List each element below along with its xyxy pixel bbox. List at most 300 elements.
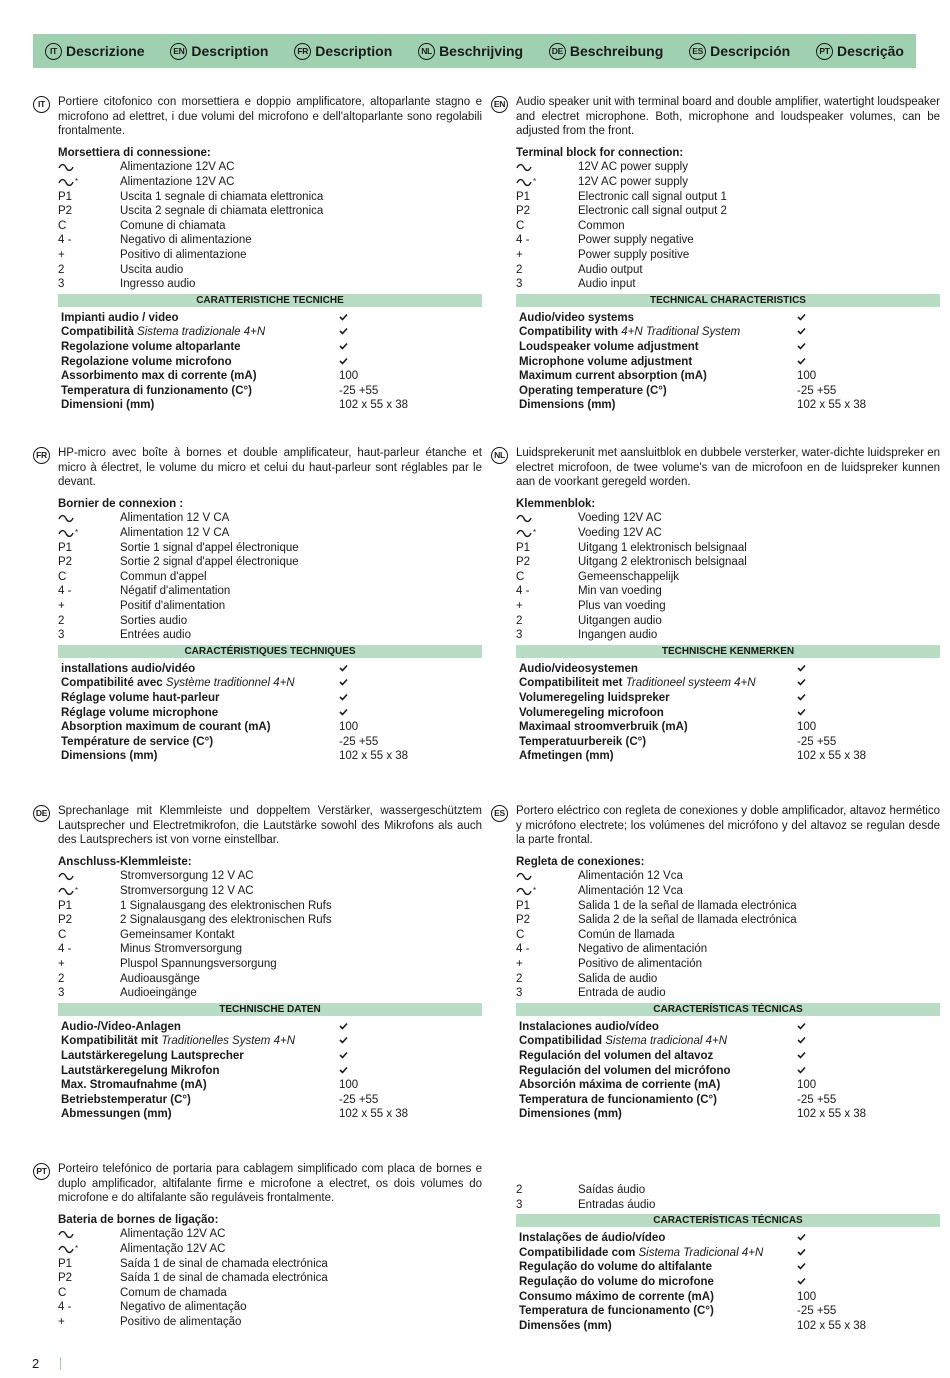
language-badge: EN	[491, 96, 508, 113]
spec-value	[339, 1020, 482, 1035]
terminal-code	[58, 511, 120, 526]
terminal-row	[58, 584, 482, 599]
terminal-code: P2	[58, 1272, 73, 1285]
spec-value: -25 +55	[797, 735, 837, 748]
terminal-row	[58, 1271, 482, 1286]
spec-row	[58, 311, 482, 326]
checkmark-icon	[797, 693, 806, 701]
terminal-code: 2	[58, 972, 65, 985]
spec-label: Dimensions (mm)	[61, 750, 158, 763]
spec-row	[516, 355, 940, 370]
terminal-block-title: Klemmenblok:	[516, 497, 596, 510]
ac-supply-icon	[58, 178, 74, 187]
intro-paragraph: Sprechanlage mit Klemmleiste und doppeltem Verstärker, wassergeschütztem Lautsprecher und Electretmikrofon, die Lautstärke sowohl des Mikrofons als auch des Lautsprechers ist von vorne einstellbar.	[58, 805, 482, 847]
terminal-row	[516, 248, 940, 263]
terminal-description: Sortie 2 signal d'appel électronique	[120, 556, 299, 569]
spec-value: 102 x 55 x 38	[339, 399, 409, 412]
spec-value: -25 +55	[339, 1093, 379, 1106]
section-fr	[36, 446, 482, 764]
spec-value	[339, 691, 482, 706]
checkmark-icon	[797, 1248, 806, 1256]
terminal-description: Positivo di alimentazione	[120, 248, 247, 261]
checkmark-icon	[339, 342, 348, 350]
terminal-row	[516, 957, 940, 972]
terminal-row	[516, 570, 940, 585]
terminal-description: 12V AC power supply	[578, 161, 688, 174]
spec-table-header: TECHNISCHE DATEN	[58, 1003, 482, 1016]
spec-label	[516, 325, 797, 340]
terminal-row	[516, 972, 940, 987]
spec-value: 102 x 55 x 38	[797, 1108, 867, 1121]
terminal-row	[58, 1286, 482, 1301]
checkmark-icon	[797, 708, 806, 716]
terminal-code: 3	[516, 629, 523, 642]
lang-tab-de	[549, 43, 663, 60]
terminal-code: 4 -	[516, 943, 530, 956]
terminal-row	[516, 869, 940, 884]
spec-row	[58, 340, 482, 355]
ac-supply-icon	[58, 514, 74, 523]
terminal-description: Négatif d'alimentation	[120, 585, 231, 598]
spec-row	[516, 706, 940, 721]
terminal-code: C	[58, 928, 67, 941]
spec-value	[797, 311, 940, 326]
terminal-row	[58, 263, 482, 278]
language-badge: DE	[33, 805, 50, 822]
terminal-code: 4 -	[58, 234, 72, 247]
spec-row	[58, 398, 482, 413]
language-badge: ES	[491, 805, 508, 822]
terminal-row	[58, 928, 482, 943]
spec-value: -25 +55	[797, 1305, 837, 1318]
terminal-row	[58, 986, 482, 1001]
terminal-row	[58, 160, 482, 175]
language-badge: PT	[33, 1163, 50, 1180]
spec-row	[516, 340, 940, 355]
lang-label: Descripción	[710, 42, 791, 59]
checkmark-icon	[339, 1051, 348, 1059]
footer-divider	[60, 1357, 61, 1370]
lang-tab-nl	[418, 43, 523, 60]
terminal-description: Min van voeding	[578, 585, 662, 598]
lang-label: Beschrijving	[439, 42, 524, 59]
terminal-row	[516, 1183, 940, 1198]
terminal-row	[58, 942, 482, 957]
ac-supply-icon	[58, 529, 74, 538]
terminal-description: Saídas áudio	[578, 1184, 646, 1196]
spec-label: Instalações de áudio/vídeo	[519, 1232, 666, 1245]
terminal-code: 3	[58, 278, 65, 291]
terminal-code	[58, 526, 120, 541]
lang-tab-fr	[294, 43, 392, 60]
terminal-row	[58, 570, 482, 585]
terminal-code: P2	[58, 556, 73, 569]
spec-value: -25 +55	[339, 384, 379, 397]
spec-table-header: CARACTERÍSTICAS TÉCNICAS	[516, 1214, 940, 1227]
checkmark-icon	[339, 664, 348, 672]
spec-row	[516, 1319, 940, 1334]
terminal-code	[58, 1242, 120, 1257]
spec-value: -25 +55	[339, 735, 379, 748]
language-badge: IT	[33, 96, 50, 113]
spec-table	[58, 311, 482, 413]
ground-star-icon: *	[75, 527, 79, 537]
terminal-row	[58, 884, 482, 899]
ground-star-icon: *	[75, 885, 79, 895]
ground-star-icon: *	[533, 885, 537, 895]
section-es	[494, 804, 940, 1122]
ac-supply-icon	[58, 887, 74, 896]
terminal-row	[516, 219, 940, 234]
terminal-description: Gemeinsamer Kontakt	[120, 928, 235, 941]
ground-star-icon: *	[533, 176, 537, 186]
spec-value: 102 x 55 x 38	[339, 750, 409, 763]
terminal-code: 2	[516, 972, 523, 985]
spec-row	[516, 720, 940, 735]
spec-label	[58, 676, 339, 691]
spec-value	[797, 325, 940, 340]
terminal-description: Sortie 1 signal d'appel électronique	[120, 541, 299, 554]
spec-row	[58, 1093, 482, 1108]
spec-row	[516, 1260, 940, 1275]
checkmark-icon	[339, 313, 348, 321]
spec-value	[339, 1049, 482, 1064]
spec-value	[339, 1034, 482, 1049]
spec-row	[516, 325, 940, 340]
spec-label: Temperatura de funcionamiento (C°)	[519, 1093, 717, 1106]
spec-label-text: Compatibilità	[61, 326, 138, 339]
spec-label: Regolazione volume microfono	[61, 355, 232, 368]
terminal-row	[58, 219, 482, 234]
checkmark-icon	[797, 1277, 806, 1285]
terminal-block-title: Terminal block for connection:	[516, 146, 684, 159]
terminal-description: Negativo de alimentación	[578, 943, 708, 956]
terminal-code: 2	[516, 1184, 523, 1196]
terminal-code: P2	[58, 205, 73, 218]
lang-code-badge: NL	[418, 43, 435, 60]
terminal-code: P2	[58, 914, 73, 927]
ground-star-icon: *	[533, 527, 537, 537]
terminal-description: Alimentación 12 Vca	[578, 884, 683, 897]
language-bar	[33, 34, 916, 68]
checkmark-icon	[797, 327, 806, 335]
terminal-description: Salida de audio	[578, 972, 658, 985]
terminal-row	[58, 913, 482, 928]
terminal-row	[58, 1257, 482, 1272]
checkmark-icon	[797, 1262, 806, 1270]
spec-value: 100	[339, 1079, 359, 1092]
terminal-description: Positivo de alimentação	[120, 1315, 242, 1328]
terminal-row	[516, 233, 940, 248]
terminal-description: Uitgang 2 elektronisch belsignaal	[578, 556, 747, 569]
intro-paragraph: Portiere citofonico con morsettiera e doppio amplificatore, altoparlante stagno e microfono ad elettret, i due volumi del microfono e dell'altoparlante sono regolabili frontalmente.	[58, 96, 482, 138]
terminal-description: Negativo di alimentazione	[120, 234, 252, 247]
intro-paragraph: Portero eléctrico con regleta de conexiones y doble amplificador, altavoz hermético y micrófono electrete; los volúmenes del micrófono y del altavoz se regulan desde la parte frontal.	[516, 805, 940, 847]
intro-paragraph: Porteiro telefónico de portaria para cablagem simplificado com placa de bornes e duplo amplificador, altifalante firme e microfone a electret, os dois volumes do microfone e do altifalante são reguláveis frontalmente.	[58, 1163, 482, 1205]
terminal-description: Alimentation 12 V CA	[120, 512, 230, 525]
spec-label: Regolazione volume altoparlante	[61, 340, 241, 353]
spec-row	[516, 662, 940, 677]
checkmark-icon	[339, 327, 348, 335]
terminal-code: P1	[58, 190, 73, 203]
checkmark-icon	[797, 1233, 806, 1241]
terminal-block-title: Bateria de bornes de ligação:	[58, 1213, 219, 1226]
spec-label-text: Compatibilidad	[519, 1035, 606, 1048]
section-de	[35, 804, 482, 1122]
spec-label-italic: Traditioneel systeem 4+N	[625, 677, 756, 690]
spec-label-text: Compatibilidade com	[519, 1246, 639, 1259]
checkmark-icon	[339, 1066, 348, 1074]
terminal-description: Stromversorgung 12 V AC	[120, 870, 254, 883]
terminal-code: +	[516, 248, 523, 261]
ground-star-icon: *	[75, 1243, 79, 1253]
terminal-description: Uscita audio	[120, 263, 184, 276]
spec-value	[797, 1034, 940, 1049]
lang-label: Descrizione	[66, 42, 145, 59]
spec-label-text: Kompatibilität mit	[61, 1035, 162, 1048]
spec-table-header: CARACTERÍSTICAS TÉCNICAS	[516, 1003, 940, 1016]
terminal-description: Entradas áudio	[578, 1198, 656, 1211]
terminal-description: Positif d'alimentation	[120, 599, 226, 612]
spec-value: 102 x 55 x 38	[797, 750, 867, 763]
terminal-row	[516, 942, 940, 957]
checkmark-icon	[339, 1022, 348, 1030]
terminal-description: Stromversorgung 12 V AC	[120, 884, 254, 897]
terminal-row	[58, 1227, 482, 1242]
spec-label-italic: Système traditionnel 4+N	[165, 677, 295, 690]
spec-row	[58, 662, 482, 677]
spec-row	[516, 1034, 940, 1049]
terminal-row	[516, 526, 940, 541]
spec-label	[516, 1034, 797, 1049]
terminal-code: C	[516, 570, 525, 583]
ac-supply-icon	[516, 514, 532, 523]
spec-row	[516, 1246, 940, 1261]
spec-value	[797, 1231, 940, 1246]
terminal-code	[58, 1227, 120, 1242]
terminal-description: Salida 2 de la señal de llamada electrónica	[578, 914, 797, 927]
spec-label-italic: Sistema Tradicional 4+N	[638, 1246, 764, 1259]
spec-label: Lautstärkeregelung Lautsprecher	[61, 1049, 244, 1062]
terminal-code: C	[516, 928, 525, 941]
spec-value	[339, 676, 482, 691]
spec-label-italic: Traditionelles System 4+N	[161, 1035, 295, 1048]
spec-row	[516, 369, 940, 384]
spec-label: Betriebstemperatur (C°)	[61, 1093, 191, 1106]
spec-table-header: TECHNICAL CHARACTERISTICS	[516, 294, 940, 307]
spec-label: Impianti audio / video	[61, 311, 179, 324]
lang-label: Description	[191, 42, 269, 59]
terminal-row	[516, 541, 940, 556]
terminal-code	[58, 160, 120, 175]
spec-label: Dimensioni (mm)	[61, 399, 155, 412]
terminal-row	[58, 1242, 482, 1257]
terminal-description: Audio input	[578, 278, 636, 291]
terminal-description: 2 Signalausgang des elektronischen Rufs	[120, 914, 332, 927]
spec-label: Réglage volume microphone	[61, 706, 219, 719]
spec-label: Réglage volume haut-parleur	[61, 691, 220, 704]
spec-label: Lautstärkeregelung Mikrofon	[61, 1064, 220, 1077]
spec-row	[58, 1034, 482, 1049]
spec-label: Audio-/Video-Anlagen	[61, 1020, 181, 1033]
spec-label: Regulación del volumen del altavoz	[519, 1049, 714, 1062]
spec-value: 100	[797, 1079, 817, 1092]
terminal-row	[58, 599, 482, 614]
terminal-description: Uitgangen audio	[578, 614, 662, 627]
terminal-description: Ingangen audio	[578, 629, 658, 642]
terminal-code: 4 -	[516, 585, 530, 598]
terminal-description: Sorties audio	[120, 614, 188, 627]
ac-supply-icon	[516, 887, 532, 896]
spec-table-header: TECHNISCHE KENMERKEN	[516, 645, 940, 658]
section-pt	[36, 1162, 482, 1330]
terminal-code: C	[516, 219, 525, 232]
terminal-row	[516, 263, 940, 278]
terminal-code	[516, 175, 578, 190]
terminal-description: Minus Stromversorgung	[120, 943, 243, 956]
intro-paragraph: Audio speaker unit with terminal board and double amplifier, watertight loudspeaker and electret microphone. Both, microphone and loudspeaker volumes, can be adjusted from the front.	[516, 96, 940, 138]
spec-row	[58, 1107, 482, 1122]
terminal-row	[516, 614, 940, 629]
terminal-row	[516, 190, 940, 205]
terminal-description: Plus van voeding	[578, 599, 666, 612]
spec-label: installations audio/vidéo	[61, 662, 196, 675]
terminal-code: C	[58, 570, 67, 583]
terminal-code: P1	[58, 541, 73, 554]
spec-row	[516, 1304, 940, 1319]
terminal-description: Alimentação 12V AC	[120, 1242, 226, 1255]
spec-row	[516, 1020, 940, 1035]
terminal-code: C	[58, 1286, 67, 1299]
spec-label: Regulação do volume do altifalante	[519, 1261, 712, 1274]
spec-value	[339, 355, 482, 370]
spec-value	[339, 325, 482, 340]
section-en	[493, 95, 940, 413]
spec-row	[516, 1078, 940, 1093]
spec-value	[339, 311, 482, 326]
spec-label: Absorption maximum de courant (mA)	[61, 721, 271, 734]
terminal-code: 3	[516, 987, 523, 1000]
spec-label: Température de service (C°)	[61, 735, 214, 748]
terminal-block-title: Morsettiera di connessione:	[58, 146, 211, 159]
spec-row	[516, 1275, 940, 1290]
terminal-code: 4 -	[58, 943, 72, 956]
spec-label: Maximaal stroomverbruik (mA)	[519, 721, 688, 734]
terminal-row	[58, 541, 482, 556]
terminal-row	[516, 584, 940, 599]
terminal-row	[58, 614, 482, 629]
terminal-description: Uitgang 1 elektronisch belsignaal	[578, 541, 747, 554]
spec-value	[797, 340, 940, 355]
terminal-description: Common	[578, 219, 625, 232]
terminal-description: Voeding 12V AC	[578, 526, 662, 539]
spec-label: Dimensions (mm)	[519, 399, 616, 412]
terminal-description: Salida 1 de la señal de llamada electrónica	[578, 899, 797, 912]
spec-row	[58, 325, 482, 340]
terminal-description: Negativo de alimentação	[120, 1301, 247, 1314]
terminal-description: Power supply negative	[578, 234, 694, 247]
spec-value	[797, 691, 940, 706]
lang-code-badge: PT	[816, 43, 833, 60]
lang-tab-es	[689, 43, 790, 60]
terminal-code	[58, 884, 120, 899]
checkmark-icon	[797, 357, 806, 365]
terminal-code: P1	[516, 899, 531, 912]
spec-label: Dimensões (mm)	[519, 1319, 612, 1332]
terminal-description: Gemeenschappelijk	[578, 570, 680, 583]
section-pt-continued	[516, 1183, 940, 1333]
spec-row	[58, 1078, 482, 1093]
terminal-row	[58, 233, 482, 248]
checkmark-icon	[797, 313, 806, 321]
terminal-row	[58, 899, 482, 914]
spec-row	[58, 384, 482, 399]
checkmark-icon	[339, 708, 348, 716]
terminal-row	[58, 972, 482, 987]
spec-row	[58, 676, 482, 691]
terminal-block-title: Bornier de connexion :	[58, 497, 184, 510]
terminal-code: +	[58, 1315, 65, 1328]
terminal-row	[58, 869, 482, 884]
section-it	[38, 95, 482, 413]
terminal-description: Alimentazione 12V AC	[120, 161, 235, 174]
spec-row	[516, 676, 940, 691]
terminal-row	[58, 957, 482, 972]
spec-label-italic: Sistema tradizionale 4+N	[137, 326, 266, 339]
spec-label: Consumo máximo de corrente (mA)	[519, 1290, 714, 1303]
terminal-code: +	[58, 248, 65, 261]
spec-label: Abmessungen (mm)	[61, 1108, 172, 1121]
terminal-row	[58, 204, 482, 219]
spec-row	[516, 735, 940, 750]
spec-label: Regulação do volume do microfone	[519, 1275, 714, 1288]
terminal-code: P2	[516, 205, 531, 218]
terminal-code	[516, 869, 578, 884]
spec-table	[516, 1020, 940, 1122]
terminal-code: 4 -	[58, 585, 72, 598]
spec-value	[339, 340, 482, 355]
lang-code-badge: IT	[45, 43, 62, 60]
terminal-description: Uscita 1 segnale di chiamata elettronica	[120, 190, 324, 203]
lang-code-badge: EN	[170, 43, 187, 60]
language-badge: FR	[33, 447, 50, 464]
terminal-code: P1	[58, 1257, 73, 1270]
spec-label-text: Compatibiliteit met	[519, 677, 626, 690]
ground-star-icon: *	[75, 176, 79, 186]
terminal-description: Comune di chiamata	[120, 219, 226, 232]
terminal-row	[58, 175, 482, 190]
spec-value	[797, 1049, 940, 1064]
spec-value: -25 +55	[797, 1093, 837, 1106]
spec-label	[516, 1246, 797, 1261]
spec-row	[516, 1231, 940, 1246]
checkmark-icon	[797, 1066, 806, 1074]
ac-supply-icon	[516, 178, 532, 187]
spec-table-header: CARACTÉRISTIQUES TECHNIQUES	[58, 645, 482, 658]
terminal-row	[516, 511, 940, 526]
ac-supply-icon	[516, 529, 532, 538]
spec-row	[516, 1093, 940, 1108]
checkmark-icon	[797, 1022, 806, 1030]
checkmark-icon	[797, 1051, 806, 1059]
spec-row	[58, 735, 482, 750]
terminal-description: Pluspol Spannungsversorgung	[120, 957, 277, 970]
checkmark-icon	[339, 678, 348, 686]
intro-paragraph: Luidsprekerunit met aansluitblok en dubbele versterker, water-dichte luidspreker en electret microfoon, de twee volume's van de microfoon en de luidspreker kunnen aan de voorkant geregeld worden.	[516, 447, 940, 489]
terminal-row	[516, 884, 940, 899]
terminal-code: 2	[516, 614, 523, 627]
terminal-row	[58, 1315, 482, 1330]
